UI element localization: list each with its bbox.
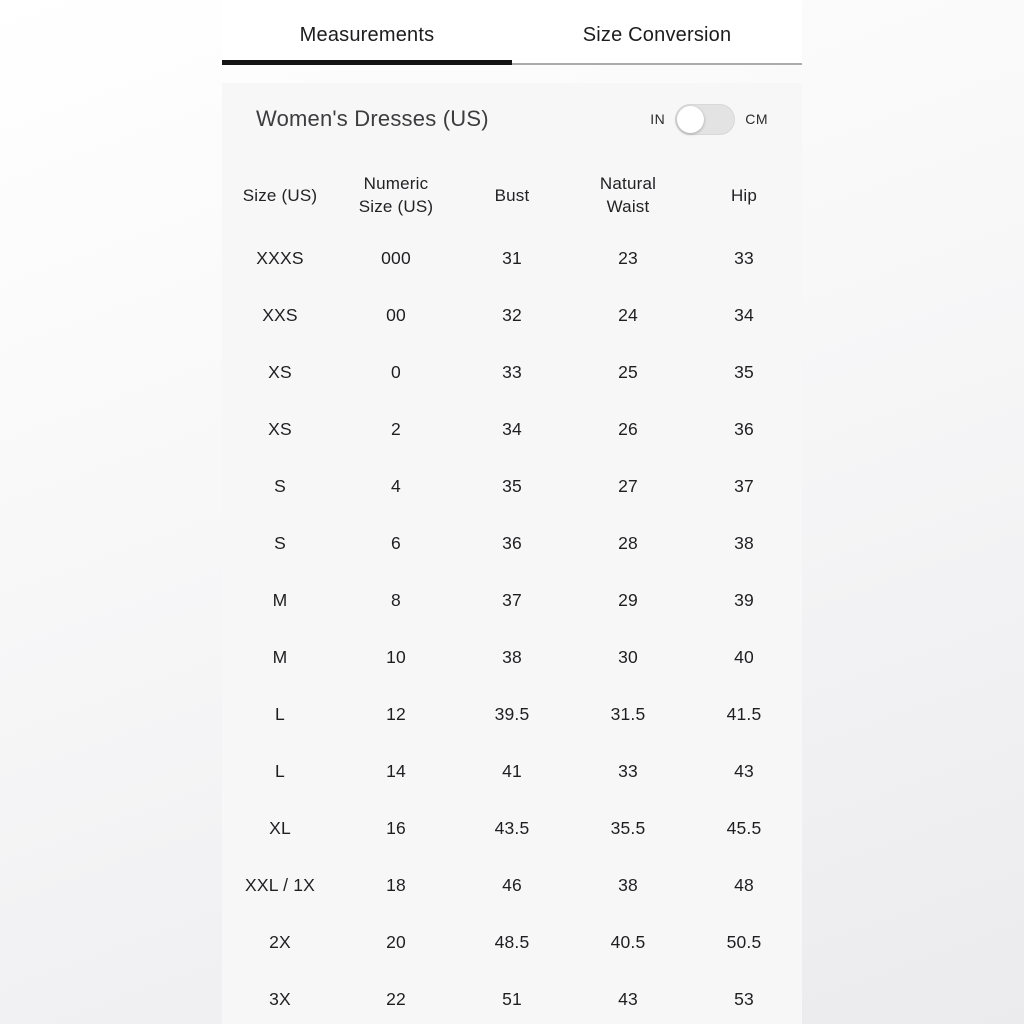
unit-toggle-group [650, 104, 768, 135]
table-cell: S [274, 533, 286, 553]
table-cell: 41.5 [726, 704, 762, 724]
table-cell: XL [269, 818, 291, 838]
tab-panel-content [222, 83, 802, 1024]
unit-toggle-switch[interactable] [675, 104, 735, 135]
table-cell: 8 [391, 590, 401, 610]
unit-label-cm[interactable]: CM [745, 111, 768, 127]
table-row [222, 515, 802, 572]
table-cell: 33 [618, 761, 638, 781]
table-cell: XXXS [256, 248, 304, 268]
table-row [222, 914, 802, 971]
unit-toggle-knob [677, 106, 704, 133]
table-cell: 39 [734, 590, 754, 610]
table-cell: 30 [618, 647, 638, 667]
table-cell: XS [268, 362, 292, 382]
table-cell: L [275, 704, 285, 724]
table-cell: 36 [502, 533, 522, 553]
tab-size-conversion-label: Size Conversion [582, 24, 732, 46]
table-cell: 40 [734, 647, 754, 667]
table-row [222, 572, 802, 629]
table-cell: 34 [734, 305, 754, 325]
panel-title: Women's Dresses (US) [256, 106, 489, 131]
table-cell: 39.5 [494, 704, 530, 724]
table-cell: 31 [502, 248, 522, 268]
table-cell: XS [268, 419, 292, 439]
table-cell: 10 [386, 647, 406, 667]
column-header: Hip [730, 185, 758, 205]
table-row [222, 458, 802, 515]
table-cell: 38 [734, 533, 754, 553]
table-cell: 35 [734, 362, 754, 382]
table-cell: XXL / 1X [244, 875, 316, 895]
table-cell: 4 [391, 476, 401, 496]
table-cell: 36 [734, 419, 754, 439]
table-cell: 25 [618, 362, 638, 382]
table-cell: 48 [734, 875, 754, 895]
table-cell: 53 [734, 989, 754, 1009]
table-cell: 50.5 [726, 932, 762, 952]
table-cell: M [272, 647, 288, 667]
table-cell: 46 [502, 875, 522, 895]
table-cell: 12 [386, 704, 406, 724]
table-cell: 18 [386, 875, 406, 895]
table-cell: 35 [502, 476, 522, 496]
inactive-tab-underline [512, 63, 802, 65]
table-cell: 0 [391, 362, 401, 382]
table-cell: 2 [391, 419, 401, 439]
table-cell: L [275, 761, 285, 781]
table-cell: 35.5 [610, 818, 646, 838]
table-cell: 48.5 [494, 932, 530, 952]
table-cell: 33 [502, 362, 522, 382]
table-cell: 2X [269, 932, 291, 952]
table-cell: 22 [386, 989, 406, 1009]
column-header: Size (US) [242, 185, 318, 205]
size-chart-panel [222, 0, 802, 1024]
tab-size-conversion[interactable] [512, 0, 802, 65]
table-cell: 29 [618, 590, 638, 610]
tab-bar [222, 0, 802, 65]
table-body [222, 230, 802, 1024]
table-cell: S [274, 476, 286, 496]
table-cell: M [272, 590, 288, 610]
table-cell: 41 [502, 761, 522, 781]
table-row [222, 971, 802, 1024]
table-row [222, 857, 802, 914]
table-cell: 3X [269, 989, 291, 1009]
table-row [222, 230, 802, 287]
table-cell: 43 [734, 761, 754, 781]
table-cell: 38 [618, 875, 638, 895]
table-cell: 27 [618, 476, 638, 496]
table-cell: 37 [734, 476, 754, 496]
table-cell: 32 [502, 305, 522, 325]
table-row [222, 401, 802, 458]
table-cell: 20 [386, 932, 406, 952]
table-row [222, 686, 802, 743]
table-cell: 28 [618, 533, 638, 553]
table-cell: 6 [391, 533, 401, 553]
table-cell: 40.5 [610, 932, 646, 952]
tab-measurements[interactable] [222, 0, 512, 65]
table-cell: 45.5 [726, 818, 762, 838]
table-row [222, 287, 802, 344]
active-tab-underline [222, 60, 512, 65]
table-cell: 51 [502, 989, 522, 1009]
table-cell: 31.5 [610, 704, 646, 724]
table-cell: 33 [734, 248, 754, 268]
title-row [222, 83, 802, 155]
column-header: Natural Waist [599, 174, 657, 216]
table-cell: 43.5 [494, 818, 530, 838]
table-cell: 16 [386, 818, 406, 838]
table-cell: 43 [618, 989, 638, 1009]
table-cell: 26 [618, 419, 638, 439]
table-row [222, 743, 802, 800]
tab-measurements-label: Measurements [299, 24, 435, 46]
table-cell: 14 [386, 761, 406, 781]
column-header: Numeric Size (US) [358, 174, 434, 216]
table-cell: 00 [386, 305, 406, 325]
table-row [222, 629, 802, 686]
unit-label-in[interactable]: IN [650, 111, 666, 127]
table-cell: 38 [502, 647, 522, 667]
column-header: Bust [494, 185, 530, 205]
table-header-row [222, 160, 802, 230]
table-cell: 23 [618, 248, 638, 268]
table-cell: XXS [262, 305, 298, 325]
table-row [222, 800, 802, 857]
table-cell: 34 [502, 419, 522, 439]
table-cell: 24 [618, 305, 638, 325]
table-row [222, 344, 802, 401]
table-cell: 000 [381, 248, 411, 268]
table-cell: 37 [502, 590, 522, 610]
